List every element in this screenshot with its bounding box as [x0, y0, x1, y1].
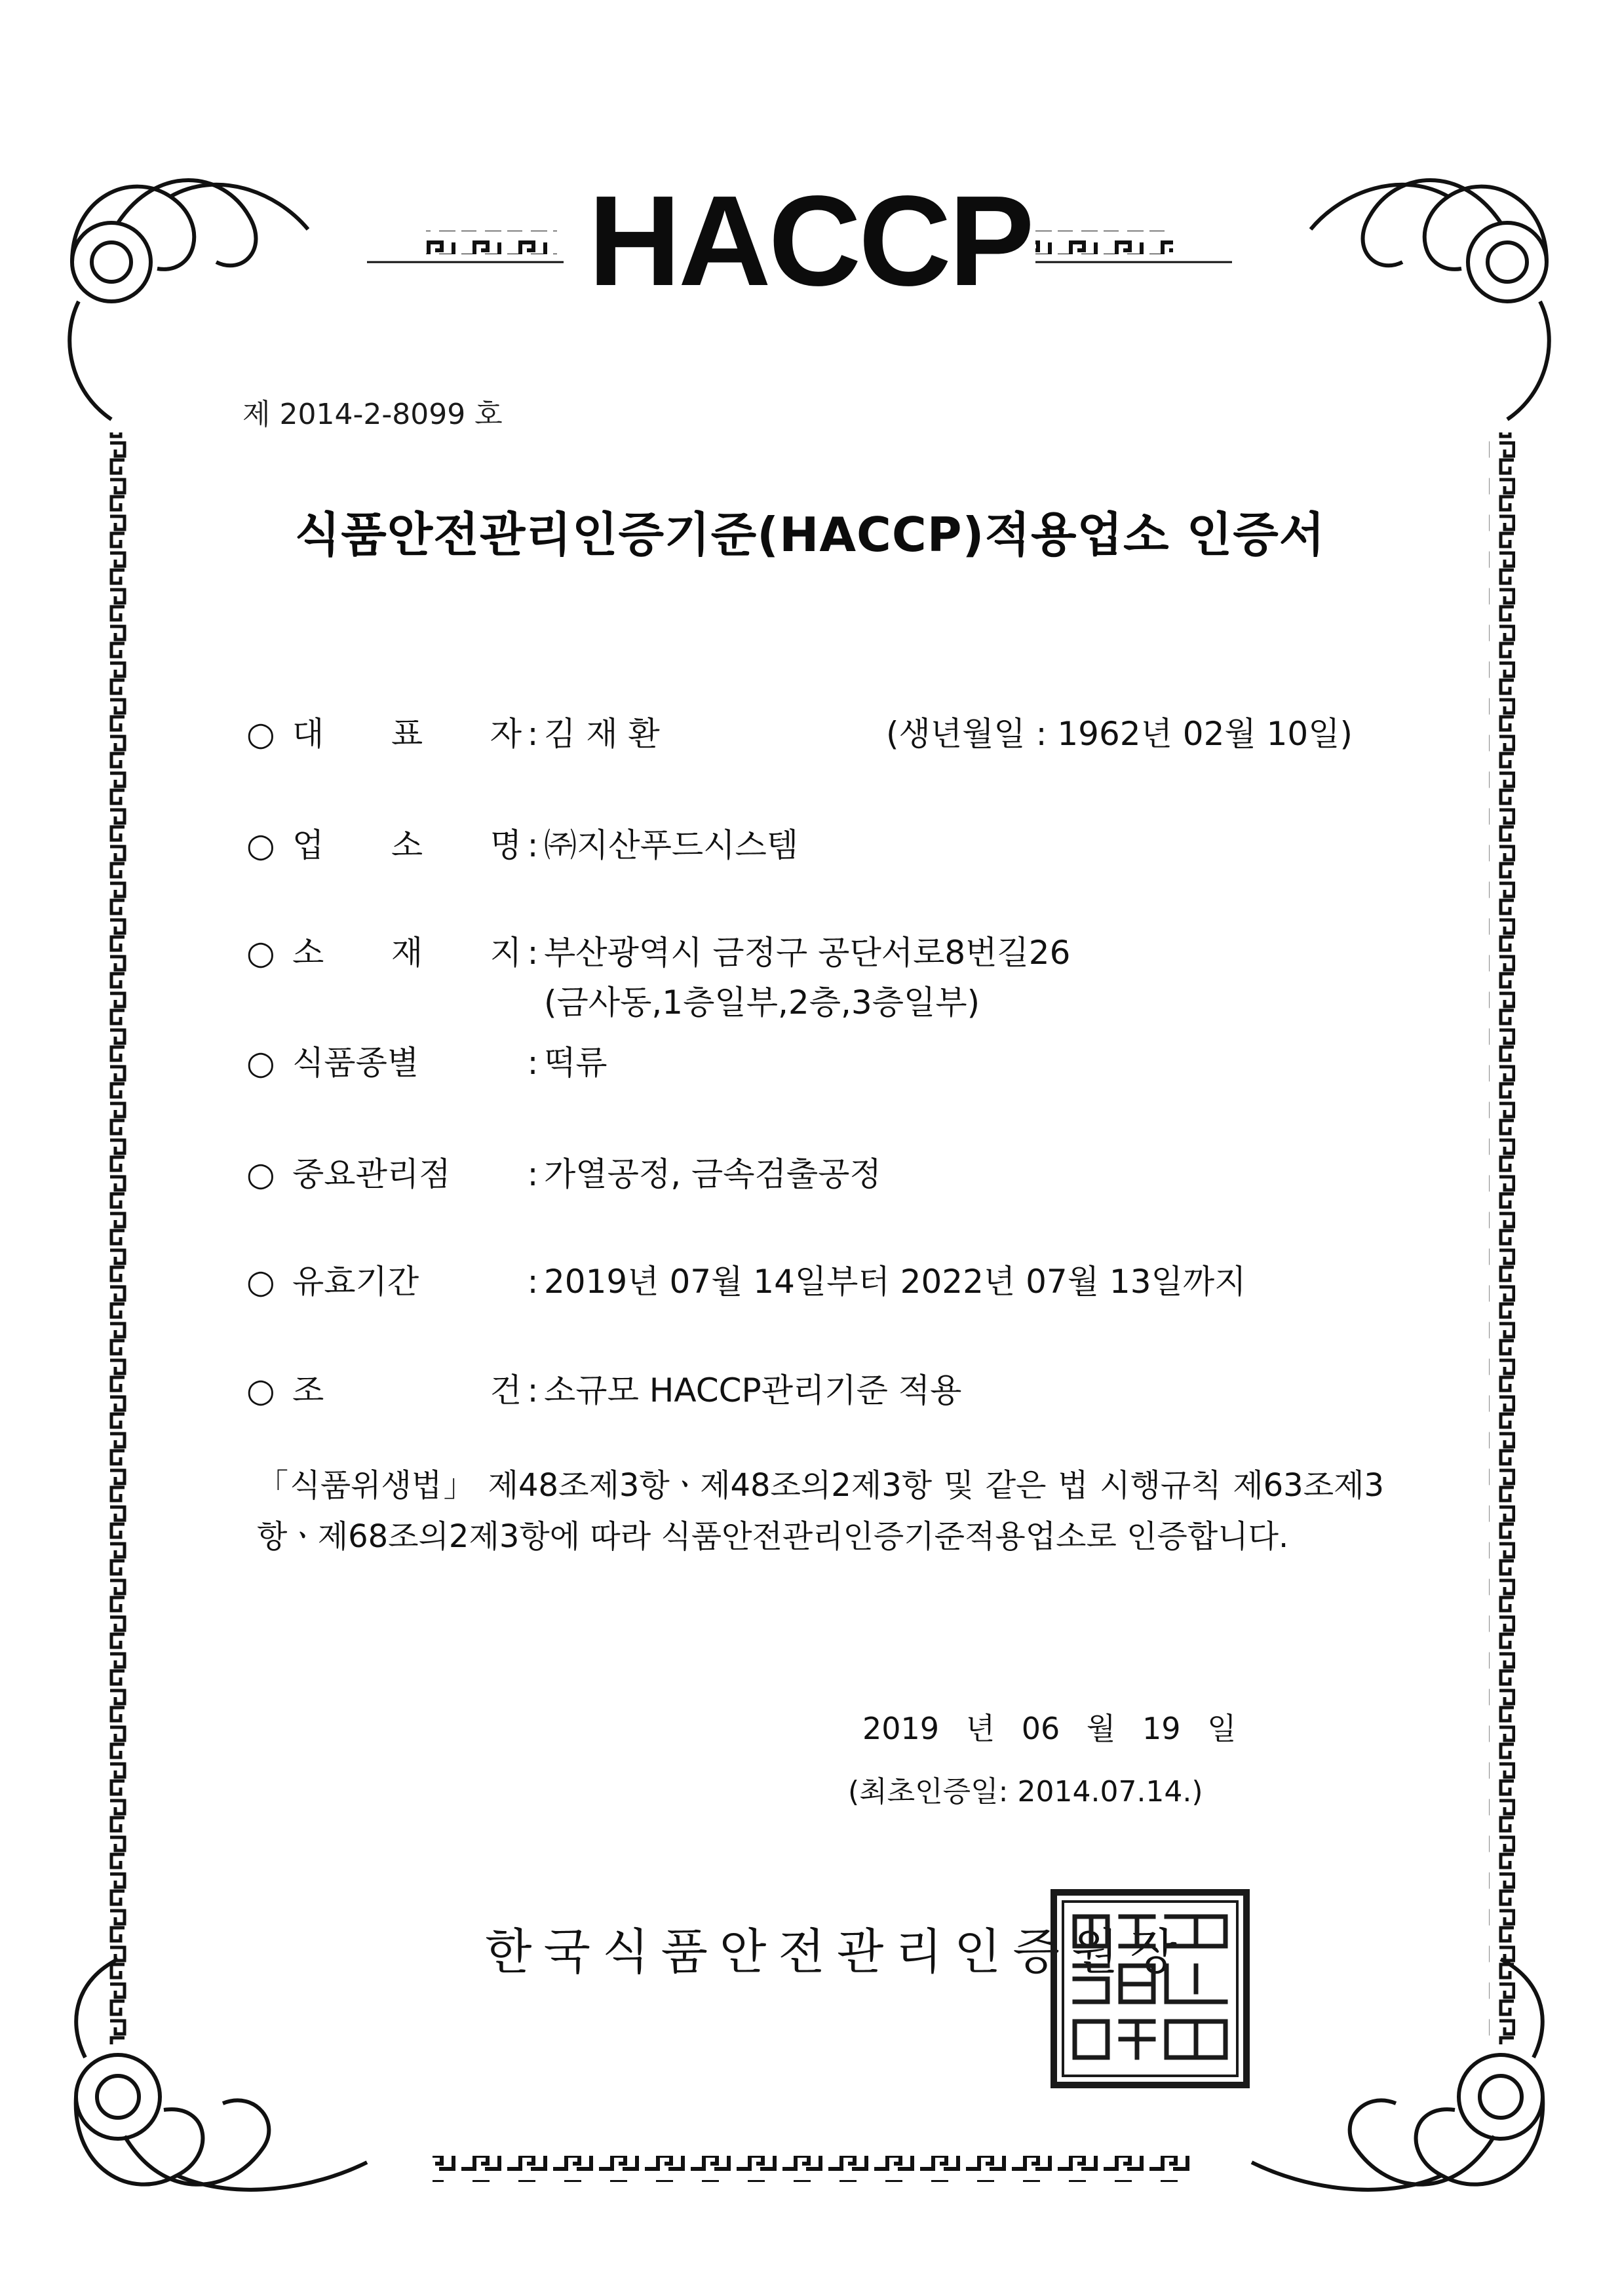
- field-label: 대 표 자: [292, 715, 522, 753]
- issue-date: 2019 년 06 월 19 일: [862, 1711, 1237, 1746]
- right-border-band: [1489, 432, 1515, 2044]
- field-value: 가열공정, 금속검출공정: [544, 1155, 881, 1193]
- field-value: ㈜지산푸드시스템: [544, 826, 799, 864]
- corner-ornament-top-left: [69, 180, 308, 419]
- issuer-name: 한국식품안전관리인증원장: [485, 1924, 1189, 1980]
- top-left-band: [426, 231, 557, 254]
- bullet-circle-icon: ○: [246, 826, 275, 864]
- certificate-number: 제 2014-2-8099 호: [242, 398, 503, 431]
- certification-statement: 「식품위생법」 제48조제3항ㆍ제48조의2제3항 및 같은 법 시행규칙 제63조제3항ㆍ제68조의2제3항에 따라 식품안전관리인증기준적용업소로 인증합니다.: [257, 1467, 1384, 1555]
- bullet-circle-icon: ○: [246, 934, 275, 972]
- field-conditions: ○ 조 건 : 소규모 HACCP관리기준 적용: [246, 1364, 961, 1411]
- bullet-circle-icon: ○: [246, 1155, 275, 1193]
- first-certification-date: (최초인증일: 2014.07.14.): [848, 1775, 1203, 1808]
- field-label: 업 소 명: [292, 826, 522, 864]
- haccp-brand-title: HACCP: [588, 169, 1032, 313]
- bullet-circle-icon: ○: [246, 715, 275, 753]
- field-critical-control-points: ○ 중요관리점 : 가열공정, 금속검출공정: [246, 1148, 881, 1195]
- top-right-band: [1035, 231, 1173, 254]
- field-label: 식품종별: [292, 1044, 419, 1082]
- field-value: 2019년 07월 14일부터 2022년 07월 13일까지: [544, 1263, 1246, 1301]
- address-line-2: (금사동,1층일부,2층,3층일부): [544, 984, 980, 1022]
- bullet-circle-icon: ○: [246, 1371, 275, 1409]
- bullet-circle-icon: ○: [246, 1263, 275, 1301]
- field-validity-period: ○ 유효기간 : 2019년 07월 14일부터 2022년 07월 13일까지: [246, 1255, 1246, 1303]
- field-value: 부산광역시 금정구 공단서로8번길26: [544, 934, 1071, 972]
- field-value: 떡류: [544, 1044, 608, 1082]
- field-label: 유효기간: [292, 1263, 419, 1301]
- bullet-circle-icon: ○: [246, 1044, 275, 1082]
- field-representative: ○ 대 표 자 : 김 재 환: [246, 708, 660, 755]
- field-business-name: ○ 업 소 명 : ㈜지산푸드시스템: [246, 819, 798, 866]
- field-value: 소규모 HACCP관리기준 적용: [544, 1371, 962, 1409]
- field-address: ○ 소 재 지 : 부산광역시 금정구 공단서로8번길26: [246, 927, 1070, 974]
- field-value: 김 재 환: [544, 715, 660, 753]
- field-label: 조 건: [292, 1371, 522, 1409]
- left-border-band: [104, 432, 130, 2044]
- field-label: 소 재 지: [292, 934, 522, 972]
- corner-ornament-top-right: [1311, 180, 1549, 419]
- field-label: 중요관리점: [292, 1155, 451, 1193]
- birth-date: (생년월일 : 1962년 02월 10일): [886, 715, 1353, 753]
- field-food-type: ○ 식품종별 : 떡류: [246, 1037, 608, 1084]
- official-seal-stamp: [1049, 1887, 1252, 2090]
- bottom-border-band: [433, 2156, 1193, 2182]
- certificate-title: 식품안전관리인증기준(HACCP)적용업소 인증서: [294, 507, 1326, 562]
